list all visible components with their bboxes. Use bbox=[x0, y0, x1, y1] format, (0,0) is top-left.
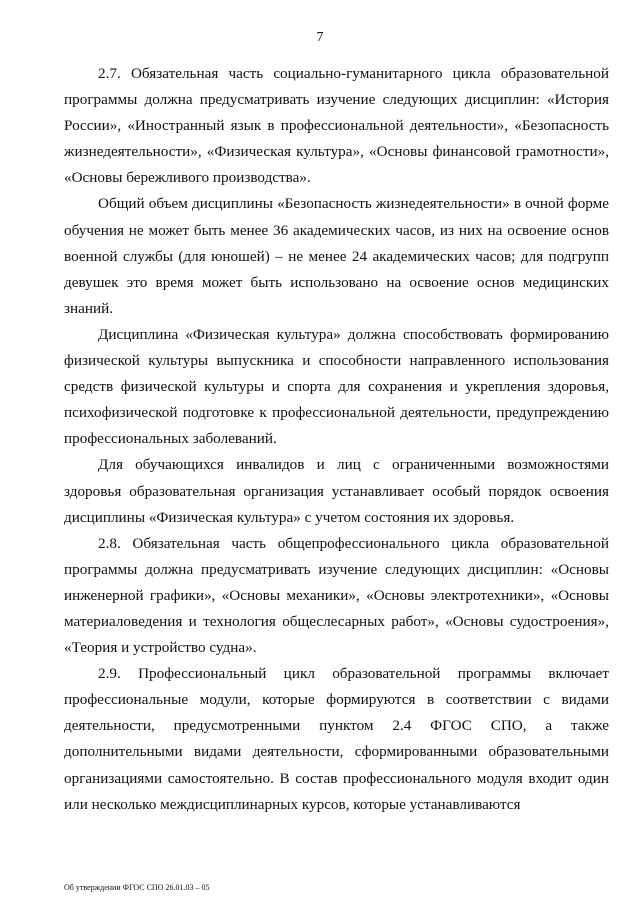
document-body bbox=[64, 61, 609, 818]
page-number: 7 bbox=[316, 30, 324, 45]
paragraph-safety-hours: Общий объем дисциплины «Безопасность жизнедеятельности» в очной форме обучения не может быть менее 36 академических часов, из них на освоение основ военной службы (для юношей) – не менее 24 академических часов; для подгрупп девушек это время может быть использовано на освоение основ медицинских знаний. bbox=[64, 195, 609, 317]
paragraph-physical-culture: Дисциплина «Физическая культура» должна способствовать формированию физической культуры выпускника и способности направленного использования средств физической культуры и спорта для сохранения и укрепления здоровья, психофизической подготовке к профессиональной деятельности, предупреждению профессиональных заболеваний. bbox=[64, 325, 609, 448]
page-footer: Об утверждении ФГОС СПО 26.01.03 – 05 bbox=[64, 883, 210, 892]
paragraph-disabled-students: Для обучающихся инвалидов и лиц с ограниченными возможностями здоровья образовательная организация устанавливает особый порядок освоения дисциплины «Физическая культура» с учетом состояния их здоровья. bbox=[64, 456, 609, 526]
paragraph-2-9: 2.9. Профессиональный цикл образовательной программы включает профессиональные модули, которые формируются в соответствии с видами деятельности, предусмотренными пунктом 2.4 ФГОС СПО, а также дополнительными видами деятельности, сформированными образовательными организациями самостоятельно. В состав профессионального модуля входит один или несколько междисциплинарных курсов, которые устанавливаются bbox=[64, 665, 609, 813]
paragraph-2-8: 2.8. Обязательная часть общепрофессионального цикла образовательной программы должна предусматривать изучение следующих дисциплин: «Основы инженерной графики», «Основы механики», «Основы электротехники», «Основы материаловедения и технология общеслесарных работ», «Основы судостроения», «Теория и устройство судна». bbox=[64, 534, 609, 657]
paragraph-2-7: 2.7. Обязательная часть социально-гуманитарного цикла образовательной программы должна предусматривать изучение следующих дисциплин: «История России», «Иностранный язык в профессиональной деятельности», «Безопасность жизнедеятельности», «Физическая культура», «Основы финансовой грамотности», «Основы бережливого производства». bbox=[64, 65, 609, 187]
